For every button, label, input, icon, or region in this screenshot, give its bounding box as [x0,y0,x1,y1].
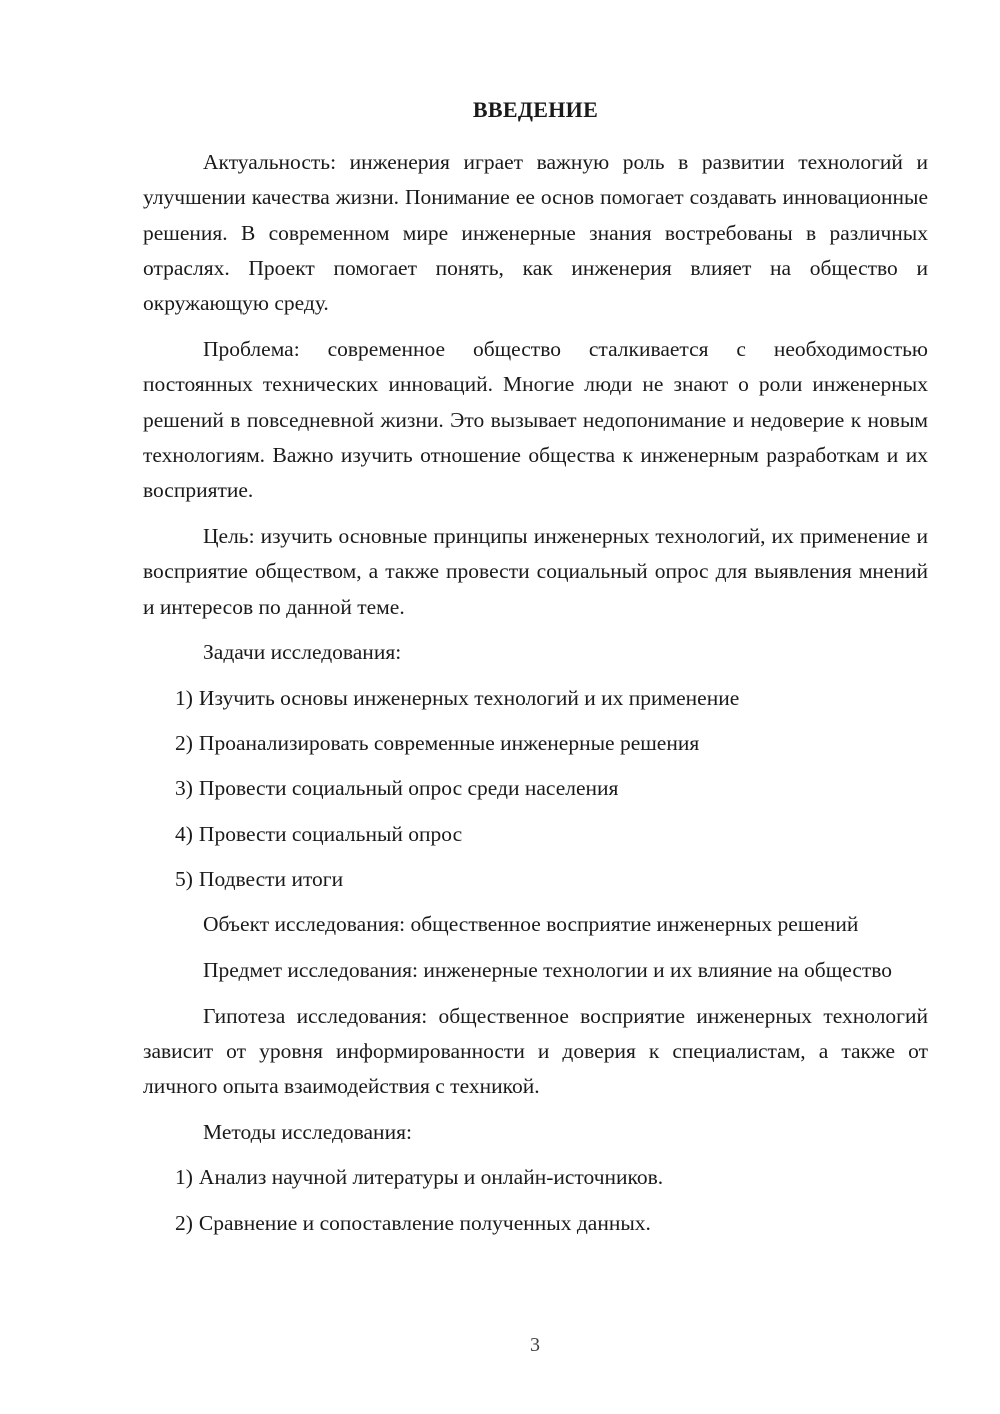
tasks-list [143,681,928,897]
page-title: ВВЕДЕНИЕ [472,97,599,122]
list-item: 4) Провести социальный опрос [175,821,463,846]
list-item: 2) Проанализировать современные инженерные решения [175,730,700,755]
list-item: 3) Провести социальный опрос среди населения [175,776,619,801]
list-item: 5) Подвести итоги [175,866,344,891]
paragraph-hypothesis: Гипотеза исследования: общественное восприятие инженерных технологий зависит от уровня информированности и доверия к специалистам, а также от личного опыта взаимодействия с техникой. [143,1003,928,1099]
paragraph-object: Объект исследования: общественное восприятие инженерных решений [203,912,859,937]
paragraph-problem: Проблема: современное общество сталкивается с необходимостью постоянных технических инноваций. Многие люди не знают о роли инженерных решений в повседневной жизни. Это вызывает недопонимание и недоверие к новым технологиям. Важно изучить отношение общества к инженерным разработкам и их восприятие. [143,336,928,503]
paragraph-subject: Предмет исследования: инженерные технологии и их влияние на общество [203,957,893,982]
paragraph-goal: Цель: изучить основные принципы инженерных технологий, их применение и восприятие обществом, а также провести социальный опрос для выявления мнений и интересов по данной теме. [143,523,928,619]
paragraph-relevance: Актуальность: инженерия играет важную роль в развитии технологий и улучшении качества жизни. Понимание ее основ помогает создавать инновационные решения. В современном мире инженерные знания востребованы в различных отраслях. Проект помогает понять, как инженерия влияет на общество и окружающую среду. [143,150,928,316]
tasks-heading: Задачи исследования: [203,640,402,665]
methods-list [143,1160,928,1241]
page-number: 3 [530,1334,540,1356]
list-item: 1) Анализ научной литературы и онлайн-источников. [175,1165,664,1190]
methods-heading: Методы исследования: [203,1120,412,1145]
document-page [143,92,928,1251]
list-item: 2) Сравнение и сопоставление полученных данных. [175,1210,651,1235]
list-item: 1) Изучить основы инженерных технологий и их применение [175,685,740,710]
